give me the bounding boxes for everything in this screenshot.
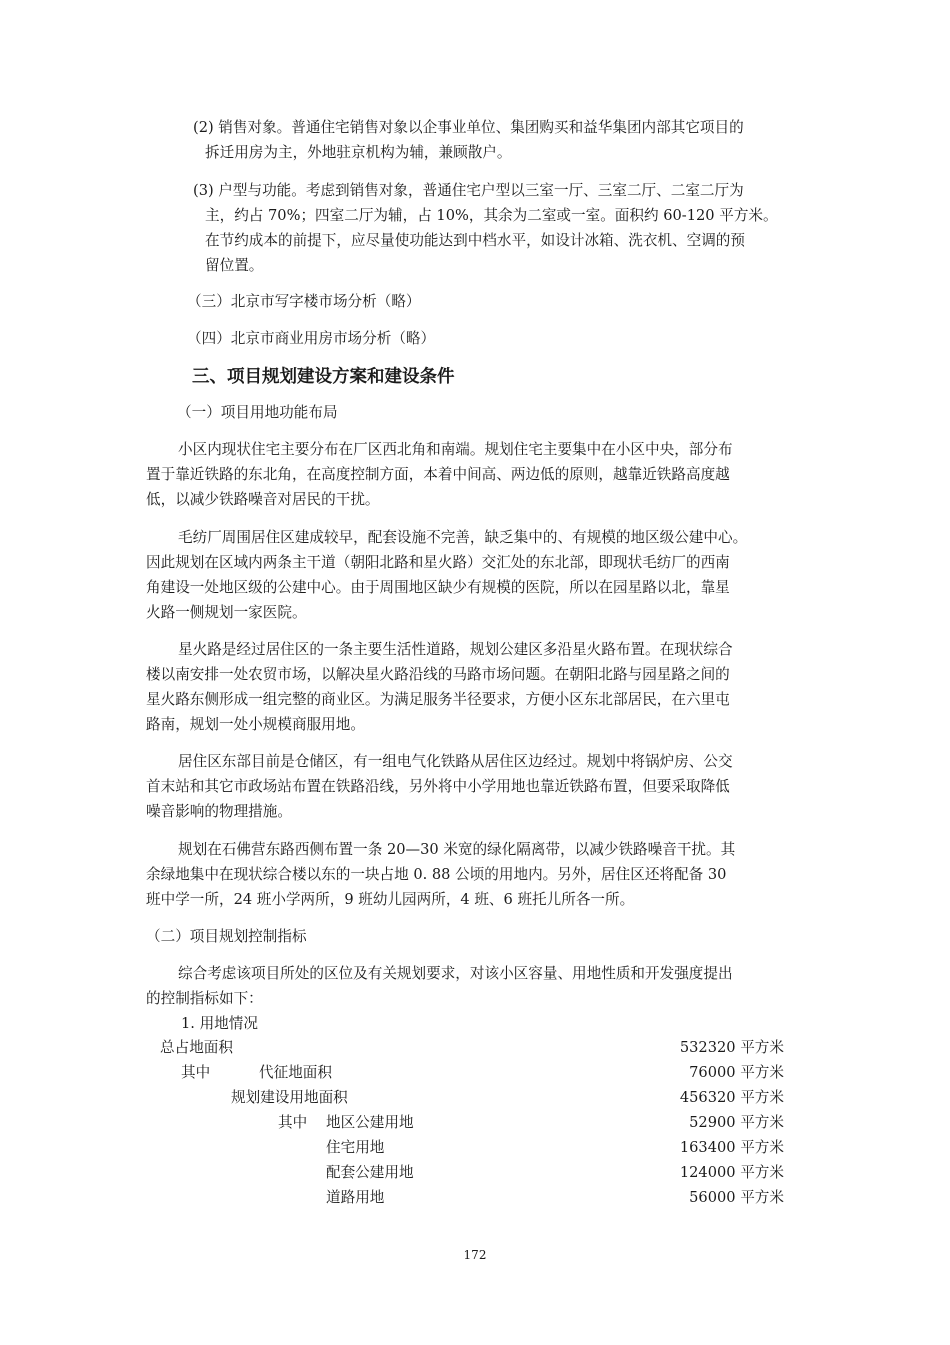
subheading-control-indicators: （二）项目规划控制指标 [146,928,307,945]
item-line: 在节约成本的前提下，应尽量使功能达到中档水平，如设计冰箱、洗衣机、空调的预 [205,232,745,249]
paragraph-line: 星火路东侧形成一组完整的商业区。为满足服务半径要求，方便小区东北部居民，在六里屯 [146,691,730,708]
land-row-label: 地区公建用地 [326,1114,414,1131]
paragraph [146,437,808,512]
land-row-label: 规划建设用地面积 [231,1089,348,1106]
land-row-label: 道路用地 [326,1189,385,1206]
paragraph-line: 首末站和其它市政场站布置在铁路沿线，另外将中小学用地也靠近铁路布置，但要采取降低 [146,778,730,795]
land-row-prefix: 其中 [278,1114,308,1131]
land-row-value: 532320 平方米 [679,1039,784,1056]
paragraph-intro [146,961,808,1011]
paragraph-line: 角建设一处地区级的公建中心。由于周围地区缺少有规模的医院，所以在园星路以北，靠星 [146,579,730,596]
land-heading: 1. 用地情况 [181,1015,258,1032]
paragraph-line: 规划在石佛营东路西侧布置一条 20—30 米宽的绿化隔离带，以减少铁路噪音干扰。其 [178,841,736,858]
paragraph-line: 路南，规划一处小规模商服用地。 [146,716,365,733]
paragraph [146,637,808,737]
item-line: 主，约占 70%；四室二厅为辅，占 10%，其余为二室或一室。面积约 60-120 平方米。 [205,207,778,224]
subheading-office-market: （三）北京市写字楼市场分析（略） [187,293,421,310]
paragraph-line: 小区内现状住宅主要分布在厂区西北角和南端。规划住宅主要集中在小区中央，部分布 [178,441,733,458]
paragraph-line: 毛纺厂周围居住区建成较早，配套设施不完善，缺乏集中的、有规模的地区级公建中心。 [178,529,748,546]
land-row-value: 76000 平方米 [689,1064,784,1081]
item-line: (3) 户型与功能。考虑到销售对象，普通住宅户型以三室一厅、三室二厅、二室二厅为 [193,182,744,199]
land-row-value: 124000 平方米 [679,1164,784,1181]
land-row-label: 代征地面积 [259,1064,332,1081]
subheading-commercial-market: （四）北京市商业用房市场分析（略） [187,330,436,347]
land-row-value: 52900 平方米 [689,1114,784,1131]
land-row-value: 456320 平方米 [679,1089,784,1106]
paragraph-line: 居住区东部目前是仓储区，有一组电气化铁路从居住区边经过。规划中将锅炉房、公交 [178,753,733,770]
paragraph [146,525,808,625]
list-item-unit-type [193,178,813,278]
land-row-value: 56000 平方米 [689,1189,784,1206]
paragraph-line: 班中学一所，24 班小学两所，9 班幼儿园两所，4 班、6 班托儿所各一所。 [146,891,635,908]
land-row-value: 163400 平方米 [679,1139,784,1156]
list-item-sales-target [193,115,813,165]
paragraph-line: 火路一侧规划一家医院。 [146,604,307,621]
land-row-label: 总占地面积 [160,1039,233,1056]
paragraph-line: 低，以减少铁路噪音对居民的干扰。 [146,491,380,508]
section-heading: 三、项目规划建设方案和建设条件 [192,367,455,387]
land-row-label: 配套公建用地 [326,1164,414,1181]
paragraph-line: 的控制指标如下： [146,990,263,1007]
land-row-label: 住宅用地 [326,1139,385,1156]
paragraph-line: 余绿地集中在现状综合楼以东的一块占地 0. 88 公顷的用地内。另外，居住区还将配备 30 [146,866,727,883]
subheading-land-layout: （一）项目用地功能布局 [177,404,338,421]
paragraph-line: 综合考虑该项目所处的区位及有关规划要求，对该小区容量、用地性质和开发强度提出 [178,965,733,982]
paragraph [146,749,808,824]
item-line: (2) 销售对象。普通住宅销售对象以企事业单位、集团购买和益华集团内部其它项目的 [193,119,744,136]
paragraph-line: 噪音影响的物理措施。 [146,803,292,820]
paragraph-line: 楼以南安排一处农贸市场，以解决星火路沿线的马路市场问题。在朝阳北路与园星路之间的 [146,666,730,683]
item-line: 拆迁用房为主，外地驻京机构为辅，兼顾散户。 [205,144,512,161]
page-number: 172 [463,1248,487,1262]
item-line: 留位置。 [205,257,264,274]
paragraph [146,837,808,912]
paragraph-line: 星火路是经过居住区的一条主要生活性道路，规划公建区多沿星火路布置。在现状综合 [178,641,733,658]
paragraph-line: 因此规划在区域内两条主干道（朝阳北路和星火路）交汇处的东北部，即现状毛纺厂的西南 [146,554,730,571]
land-row-prefix: 其中 [181,1064,211,1081]
paragraph-line: 置于靠近铁路的东北角，在高度控制方面，本着中间高、两边低的原则，越靠近铁路高度越 [146,466,730,483]
